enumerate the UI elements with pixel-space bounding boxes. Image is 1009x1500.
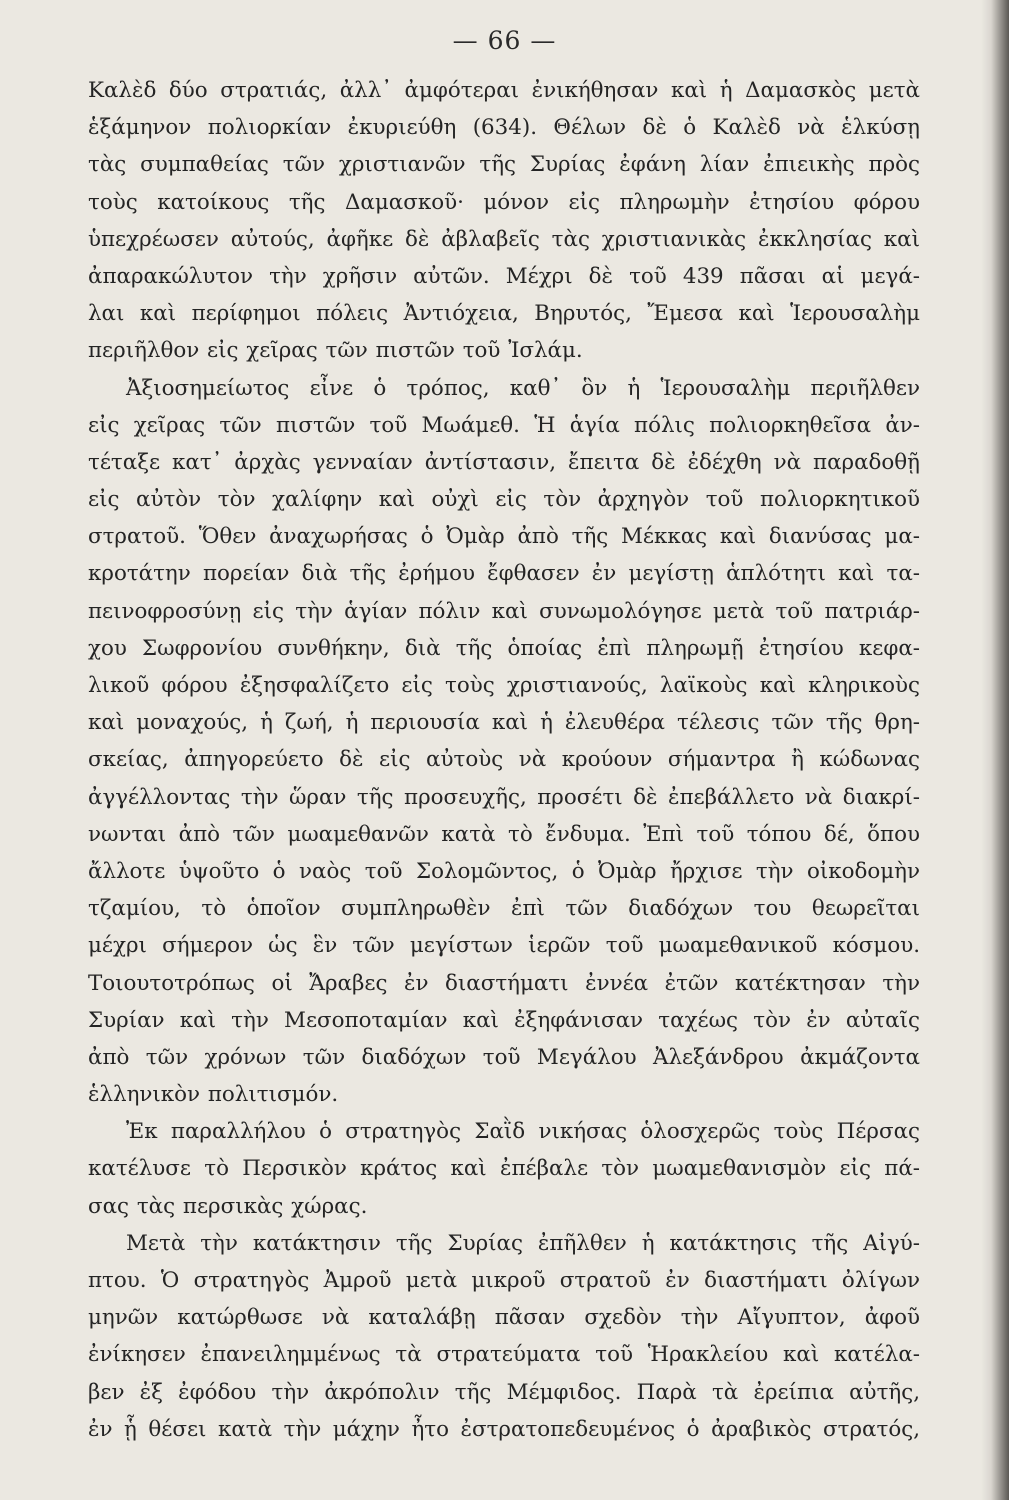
text-line: σκείας, ἀπηγορεύετο δὲ εἰς αὐτοὺς νὰ κρούουν σήμαντρα ἢ κώδωνας [88, 747, 920, 773]
page-edge-shadow [981, 0, 991, 1500]
text-line: στρατοῦ. Ὅθεν ἀναχωρήσας ὁ Ὀμὰρ ἀπὸ τῆς Μέκκας καὶ διανύσας μα- [88, 524, 920, 550]
text-line: ἑξάμηνον πολιορκίαν ἐκυριεύθη (634). Θέλων δὲ ὁ Καλὲδ νὰ ἑλκύσῃ [88, 115, 920, 141]
text-line: χου Σωφρονίου συνθήκην, διὰ τῆς ὁποίας ἐπὶ πληρωμῇ ἐτησίου κεφα- [88, 635, 920, 661]
text-line: ὑπεχρέωσεν αὐτούς, ἀφῆκε δὲ ἀβλαβεῖς τὰς χριστιανικὰς ἐκκλησίας καὶ [88, 226, 920, 252]
text-line: πεινοφροσύνῃ εἰς τὴν ἁγίαν πόλιν καὶ συνωμολόγησε μετὰ τοῦ πατριάρ- [88, 598, 920, 624]
text-line: τζαμίου, τὸ ὁποῖον συμπληρωθὲν ἐπὶ τῶν διαδόχων του θεωρεῖται [88, 896, 920, 922]
text-line: Ἀξιοσημείωτος εἶνε ὁ τρόπος, καθ᾽ ὃν ἡ Ἱερουσαλὴμ περιῆλθεν [126, 375, 920, 401]
text-line: λαι καὶ περίφημοι πόλεις Ἀντιόχεια, Βηρυτός, Ἔμεσα καὶ Ἱερουσαλὴμ [88, 301, 920, 327]
text-line: σας τὰς περσικὰς χώρας. [88, 1193, 368, 1219]
text-line: εἰς χεῖρας τῶν πιστῶν τοῦ Μωάμεθ. Ἡ ἁγία πόλις πολιορκηθεῖσα ἀν- [88, 412, 920, 438]
page-number: — 66 — [452, 26, 557, 55]
text-line: κροτάτην πορείαν διὰ τῆς ἐρήμου ἔφθασεν ἐν μεγίστῃ ἁπλότητι καὶ τα- [88, 561, 920, 587]
text-line: μέχρι σήμερον ὡς ἓν τῶν μεγίστων ἱερῶν τοῦ μωαμεθανικοῦ κόσμου. [88, 933, 920, 959]
text-line: ἐνίκησεν ἐπανειλημμένως τὰ στρατεύματα τοῦ Ἡρακλείου καὶ κατέλα- [88, 1342, 920, 1368]
text-line: τέταξε κατ᾽ ἀρχὰς γενναίαν ἀντίστασιν, ἔπειτα δὲ ἐδέχθη νὰ παραδοθῇ [88, 449, 920, 475]
text-line: βεν ἐξ ἐφόδου τὴν ἀκρόπολιν τῆς Μέμφιδος. Παρὰ τὰ ἐρείπια αὐτῆς, [88, 1379, 920, 1405]
text-line: Συρίαν καὶ τὴν Μεσοποταμίαν καὶ ἐξηφάνισαν ταχέως τὸν ἐν αὐταῖς [88, 1007, 920, 1033]
text-line: Τοιουτοτρόπως οἱ Ἄραβες ἐν διαστήματι ἐννέα ἐτῶν κατέκτησαν τὴν [88, 970, 920, 996]
text-line: καὶ μοναχούς, ἡ ζωή, ἡ περιουσία καὶ ἡ ἐλευθέρα τέλεσις τῶν τῆς θρη- [88, 710, 920, 736]
text-line: κατέλυσε τὸ Περσικὸν κράτος καὶ ἐπέβαλε τὸν μωαμεθανισμὸν εἰς πά- [88, 1156, 920, 1182]
text-line: λικοῦ φόρου ἐξησφαλίζετο εἰς τοὺς χριστιανούς, λαϊκοὺς καὶ κληρικοὺς [88, 673, 920, 698]
text-line: Ἐκ παραλλήλου ὁ στρατηγὸς Σαῒδ νικήσας ὁλοσχερῶς τοὺς Πέρσας [126, 1119, 920, 1145]
book-binding-edge [991, 0, 1009, 1500]
text-line: ἑλληνικὸν πολιτισμόν. [88, 1082, 339, 1108]
text-line: ἀπαρακώλυτον τὴν χρῆσιν αὐτῶν. Μέχρι δὲ τοῦ 439 πᾶσαι αἱ μεγά- [88, 263, 920, 289]
text-line: Μετὰ τὴν κατάκτησιν τῆς Συρίας ἐπῆλθεν ἡ κατάκτησις τῆς Αἰγύ- [126, 1230, 920, 1256]
text-line: εἰς αὐτὸν τὸν χαλίφην καὶ οὐχὶ εἰς τὸν ἀρχηγὸν τοῦ πολιορκητικοῦ [88, 487, 920, 513]
text-line: περιῆλθον εἰς χεῖρας τῶν πιστῶν τοῦ Ἰσλάμ. [88, 338, 583, 364]
text-line: τοὺς κατοίκους τῆς Δαμασκοῦ· μόνον εἰς πληρωμὴν ἐτησίου φόρου [88, 189, 920, 215]
text-line: ἀγγέλλοντας τὴν ὥραν τῆς προσευχῆς, προσέτι δὲ ἐπεβάλλετο νὰ διακρί- [88, 784, 920, 810]
text-line: μηνῶν κατώρθωσε νὰ καταλάβῃ πᾶσαν σχεδὸν τὴν Αἴγυπτον, ἀφοῦ [88, 1305, 920, 1331]
text-line: πτου. Ὁ στρατηγὸς Ἀμροῦ μετὰ μικροῦ στρατοῦ ἐν διαστήματι ὀλίγων [88, 1268, 920, 1293]
text-line: ἀπὸ τῶν χρόνων τῶν διαδόχων τοῦ Μεγάλου Ἀλεξάνδρου ἀκμάζοντα [88, 1044, 920, 1070]
text-line: ἐν ᾗ θέσει κατὰ τὴν μάχην ἦτο ἐστρατοπεδευμένος ὁ ἀραβικὸς στρατός, [88, 1416, 920, 1442]
page-text [88, 72, 920, 1448]
text-line: νωνται ἀπὸ τῶν μωαμεθανῶν κατὰ τὸ ἔνδυμα. Ἐπὶ τοῦ τόπου δέ, ὅπου [88, 821, 920, 847]
text-line: Καλὲδ δύο στρατιάς, ἀλλ᾽ ἀμφότεραι ἐνικήθησαν καὶ ἡ Δαμασκὸς μετὰ [88, 78, 920, 103]
text-line: ἄλλοτε ὑψοῦτο ὁ ναὸς τοῦ Σολομῶντος, ὁ Ὀμὰρ ἤρχισε τὴν οἰκοδομὴν [88, 858, 920, 884]
text-line: τὰς συμπαθείας τῶν χριστιανῶν τῆς Συρίας ἐφάνη λίαν ἐπιεικὴς πρὸς [88, 152, 920, 178]
